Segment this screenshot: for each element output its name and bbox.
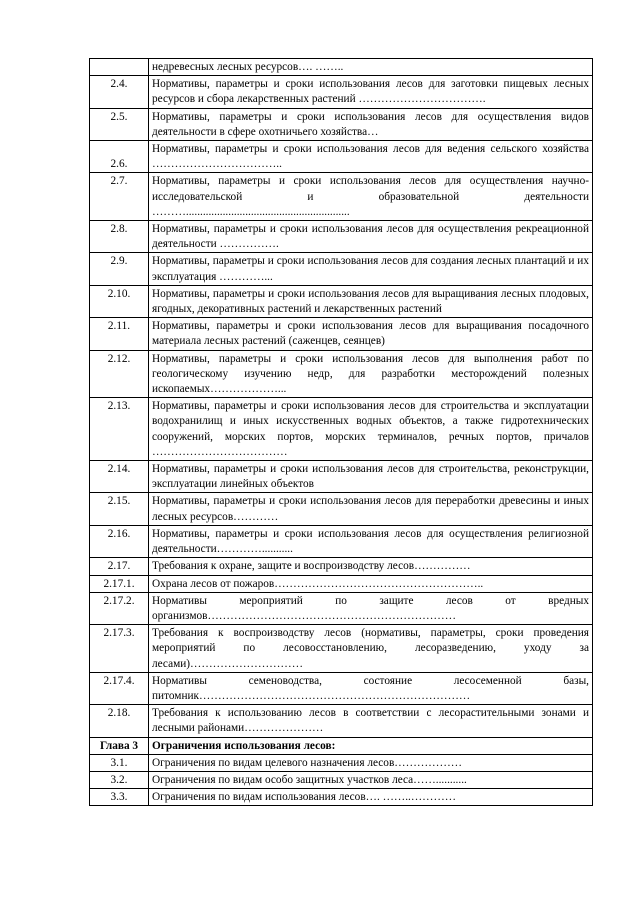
toc-row <box>90 173 593 221</box>
section-number: 2.12. <box>90 350 149 398</box>
section-number: 2.8. <box>90 221 149 253</box>
section-title: Ограничения по видам использования лесов…. ……..………… <box>149 789 593 806</box>
section-title: Ограничения по видам особо защитных участков леса……........... <box>149 771 593 788</box>
section-title: Нормативы, параметры и сроки использования лесов для создания лесных плантаций и их эксплуатация …………... <box>149 253 593 285</box>
section-number: 2.5. <box>90 108 149 140</box>
section-number: 2.14. <box>90 461 149 493</box>
toc-row <box>90 285 593 317</box>
section-title: Нормативы, параметры и сроки использования лесов для выполнения работ по геологическому изучению недр, для разработки месторождений полезных ископаемых………………... <box>149 350 593 398</box>
toc-row <box>90 754 593 771</box>
section-title: Нормативы, параметры и сроки использования лесов для осуществления научно-исследовательской и образовательной деятельности ……….......................................................... <box>149 173 593 221</box>
section-title: Ограничения использования лесов: <box>149 737 593 754</box>
section-title: недревесных лесных ресурсов…. …….. <box>149 59 593 76</box>
toc-row <box>90 76 593 108</box>
section-number: 2.10. <box>90 285 149 317</box>
section-title: Нормативы, параметры и сроки использования лесов для строительства, реконструкции, эксплуатации линейных объектов <box>149 461 593 493</box>
toc-row <box>90 558 593 575</box>
section-number: 2.18. <box>90 705 149 737</box>
table-of-contents <box>89 58 593 806</box>
section-number: 2.17.1. <box>90 575 149 592</box>
section-title: Нормативы, параметры и сроки использования лесов для осуществления религиозной деятельности…………........... <box>149 525 593 557</box>
section-number: 3.2. <box>90 771 149 788</box>
section-title: Нормативы семеноводства, состояние лесосеменной базы, питомник……………………………………………………………… <box>149 672 593 704</box>
toc-row <box>90 493 593 525</box>
section-number: 2.4. <box>90 76 149 108</box>
toc-row <box>90 592 593 624</box>
section-title: Нормативы, параметры и сроки использования лесов для осуществления видов деятельности в сфере охотничьего хозяйства… <box>149 108 593 140</box>
section-number: 2.7. <box>90 173 149 221</box>
toc-row <box>90 350 593 398</box>
toc-row <box>90 141 593 173</box>
section-title: Ограничения по видам целевого назначения лесов……………… <box>149 754 593 771</box>
section-title: Нормативы, параметры и сроки использования лесов для ведения сельского хозяйства …………………………….. <box>149 141 593 173</box>
section-title: Охрана лесов от пожаров……………………………………………….. <box>149 575 593 592</box>
section-number: 3.3. <box>90 789 149 806</box>
section-number: 2.6. <box>90 141 149 173</box>
section-title: Требования к охране, защите и воспроизводству лесов…………… <box>149 558 593 575</box>
section-title: Нормативы, параметры и сроки использования лесов для выращивания лесных плодовых, ягодных, декоративных растений и лекарственных растений <box>149 285 593 317</box>
section-number: 3.1. <box>90 754 149 771</box>
toc-row <box>90 789 593 806</box>
toc-row <box>90 461 593 493</box>
section-number: 2.11. <box>90 318 149 350</box>
toc-body <box>90 59 593 806</box>
section-title: Нормативы, параметры и сроки использования лесов для строительства и эксплуатации водохранилищ и иных искусственных водных объектов, а также гидротехнических сооружений, морских портов, морских терминалов, речных портов, причалов ……………………………… <box>149 398 593 461</box>
toc-row <box>90 525 593 557</box>
toc-row <box>90 253 593 285</box>
toc-row <box>90 672 593 704</box>
section-number: 2.15. <box>90 493 149 525</box>
section-number <box>90 59 149 76</box>
section-number: 2.16. <box>90 525 149 557</box>
section-title: Нормативы, параметры и сроки использования лесов для осуществления рекреационной деятельности ……………. <box>149 221 593 253</box>
section-title: Нормативы мероприятий по защите лесов от вредных организмов………………………………………………………… <box>149 592 593 624</box>
section-number: 2.9. <box>90 253 149 285</box>
toc-row <box>90 221 593 253</box>
section-number: 2.17. <box>90 558 149 575</box>
section-number: 2.17.3. <box>90 625 149 673</box>
section-number: Глава 3 <box>90 737 149 754</box>
section-title: Нормативы, параметры и сроки использования лесов для заготовки пищевых лесных ресурсов и сбора лекарственных растений ……………………………. <box>149 76 593 108</box>
chapter-row <box>90 737 593 754</box>
section-title: Нормативы, параметры и сроки использования лесов для выращивания посадочного материала лесных растений (саженцев, сеянцев) <box>149 318 593 350</box>
section-number: 2.17.2. <box>90 592 149 624</box>
section-number: 2.17.4. <box>90 672 149 704</box>
toc-row <box>90 398 593 461</box>
toc-row <box>90 625 593 673</box>
section-number: 2.13. <box>90 398 149 461</box>
toc-row <box>90 108 593 140</box>
toc-row <box>90 771 593 788</box>
toc-row <box>90 318 593 350</box>
section-title: Нормативы, параметры и сроки использования лесов для переработки древесины и иных лесных ресурсов………… <box>149 493 593 525</box>
section-title: Требования к использованию лесов в соответствии с лесорастительными зонами и лесными районами………………… <box>149 705 593 737</box>
toc-row <box>90 575 593 592</box>
toc-row <box>90 59 593 76</box>
section-title: Требования к воспроизводству лесов (нормативы, параметры, сроки проведения мероприятий по лесовосстановлению, лесоразведению, уходу за лесами)………………………… <box>149 625 593 673</box>
toc-row <box>90 705 593 737</box>
